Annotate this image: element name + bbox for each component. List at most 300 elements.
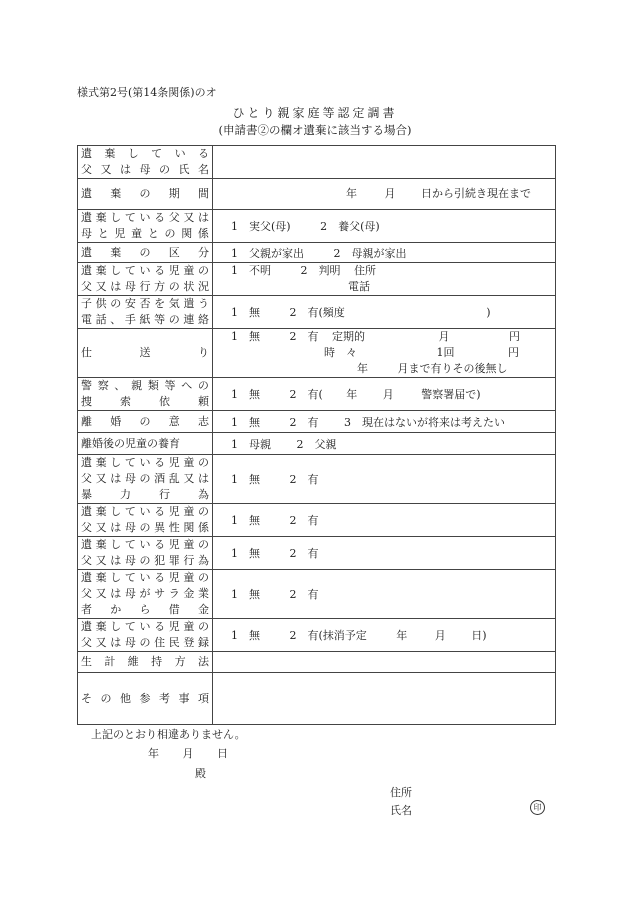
label-char: 期 <box>168 187 180 200</box>
label-char: 児 <box>168 505 180 518</box>
label-char: 又 <box>183 472 195 485</box>
label-text <box>81 455 209 471</box>
month-label: 月 <box>382 388 394 401</box>
label-contact <box>78 296 213 329</box>
label-char: る <box>154 571 166 584</box>
row-category <box>78 243 556 263</box>
label-char: 捜 <box>81 395 92 408</box>
label-char: 遺 <box>81 187 92 200</box>
option-2: 2 母親が家出 <box>333 246 407 260</box>
label-char: 行 <box>183 554 195 567</box>
label-char: 間 <box>198 187 209 200</box>
label-char: 参 <box>139 691 151 705</box>
label-char: 録 <box>198 636 209 649</box>
label-text <box>81 162 209 178</box>
label-char: 分 <box>198 245 209 259</box>
row-custody <box>78 433 556 455</box>
label-char: 父 <box>81 280 92 293</box>
label-char: る <box>154 211 166 224</box>
label-char: 氏 <box>178 163 190 176</box>
applicant-name-label: 氏名 <box>390 804 412 817</box>
once-label: 1回 <box>436 346 455 359</box>
label-char: 又 <box>95 587 107 600</box>
label-char: 児 <box>168 264 180 277</box>
label-char: 又 <box>95 521 107 534</box>
label-char: 犯 <box>154 554 166 567</box>
label-char: 母 <box>139 163 151 176</box>
label-char: る <box>154 264 166 277</box>
label-char: 民 <box>168 636 180 649</box>
label-char: 遺 <box>81 456 92 469</box>
label-char: 遺 <box>81 571 92 584</box>
option-2: 2 父親 <box>296 437 337 451</box>
row-loan <box>78 570 556 619</box>
option-2: 2 養父(母) <box>320 220 380 233</box>
label-char: 暴 <box>81 488 92 501</box>
label-char: 母 <box>124 587 136 600</box>
field-remittance[interactable] <box>213 329 556 378</box>
label-char: 童 <box>183 264 195 277</box>
label-char: 意 <box>168 414 180 428</box>
label-char: の <box>139 472 151 485</box>
label-char: 係 <box>198 521 209 534</box>
label-char: の <box>198 456 209 469</box>
label-char: 父 <box>81 163 92 176</box>
label-char: 父 <box>81 472 92 485</box>
label-char: る <box>154 620 166 633</box>
period-month: 月 <box>384 187 396 200</box>
field-divorce-intent[interactable] <box>213 411 556 433</box>
label-crime <box>78 537 213 570</box>
label-char: 母 <box>124 280 136 293</box>
option-1: 1 無 <box>231 629 260 642</box>
option-1: 1 無 <box>231 388 260 401</box>
label-char: 等 <box>164 379 176 392</box>
label-char: し <box>110 456 122 469</box>
label-category <box>78 243 213 263</box>
label-char: 関 <box>183 521 195 534</box>
label-char: る <box>154 538 166 551</box>
label-char: 婚 <box>110 414 122 428</box>
label-relation <box>78 210 213 243</box>
until-label: 月まで有りその後無し <box>397 362 508 375</box>
label-char: 酒 <box>154 472 166 485</box>
addressee-honorific: 殿 <box>195 767 206 780</box>
label-registry <box>78 619 213 652</box>
form-number: 様式第2号(第14条関係)のオ <box>77 86 217 99</box>
label-text <box>81 504 209 520</box>
month-label: 月 <box>438 330 450 343</box>
label-char: は <box>198 472 209 485</box>
label-char: 児 <box>114 227 126 240</box>
option-1: 1 無 <box>231 415 260 429</box>
row-other-notes <box>78 673 556 725</box>
row-parent-name <box>78 146 556 179</box>
label-char: の <box>110 297 122 310</box>
label-char: 法 <box>197 655 209 668</box>
label-char: 棄 <box>95 211 107 224</box>
label-char: 者 <box>81 603 92 616</box>
label-char: の <box>198 571 209 584</box>
row-divorce-intent <box>78 411 556 433</box>
row-affair <box>78 504 556 537</box>
label-text <box>81 586 209 602</box>
label-char: 父 <box>81 636 92 649</box>
label-text <box>81 537 209 553</box>
field-custody[interactable] <box>213 433 556 455</box>
label-char: 手 <box>124 313 136 326</box>
label-custody <box>78 433 213 455</box>
label-char: 住 <box>154 636 166 649</box>
label-char: 児 <box>168 571 180 584</box>
label-char: は <box>110 472 122 485</box>
label-char: 棄 <box>95 505 107 518</box>
label-char: て <box>124 264 136 277</box>
option-2: 2 有(頻度 <box>289 306 345 319</box>
option-1: 1 無 <box>231 514 260 527</box>
option-2: 2 有(抹消予定 <box>289 629 367 642</box>
label-char: し <box>127 147 139 160</box>
option-2: 2 判明 <box>300 264 341 277</box>
label-char: 電 <box>81 313 92 326</box>
label-char: 他 <box>120 691 131 705</box>
regular-label: 定期的 <box>332 330 365 343</box>
label-char: 等 <box>154 313 166 326</box>
label-char: の <box>139 554 151 567</box>
label-char: 気 <box>168 297 180 310</box>
label-char: い <box>139 505 151 518</box>
label-char: い <box>139 264 151 277</box>
label-char: 又 <box>183 211 195 224</box>
label-char: て <box>124 211 136 224</box>
label-text <box>81 570 209 586</box>
year-label: 年 <box>357 362 368 375</box>
period-year: 年 <box>346 187 357 200</box>
label-char: 力 <box>120 488 131 501</box>
row-contact <box>78 296 556 329</box>
label-char: 棄 <box>95 571 107 584</box>
label-char: し <box>110 620 122 633</box>
field-other-notes[interactable] <box>213 673 556 725</box>
yen-label: 円 <box>508 346 519 359</box>
label-text <box>81 312 209 328</box>
label-char: 否 <box>139 297 151 310</box>
label-char: 維 <box>127 655 139 668</box>
label-char: 金 <box>183 587 195 600</box>
row-search-request <box>78 378 556 411</box>
label-char: 項 <box>198 691 209 705</box>
label-char: 母 <box>81 227 92 240</box>
label-char: の <box>168 280 180 293</box>
label-char: し <box>110 264 122 277</box>
label-char: 父 <box>81 521 92 534</box>
label-char: い <box>174 147 186 160</box>
date-line <box>148 745 228 761</box>
paren-close: ) <box>486 306 491 319</box>
label-text <box>81 487 209 503</box>
label-char: と <box>97 227 109 240</box>
month-label: 月 <box>434 629 446 642</box>
label-char: サ <box>154 587 166 600</box>
label-char: 童 <box>183 456 195 469</box>
label-text <box>81 210 209 226</box>
label-char: の <box>198 538 209 551</box>
label-char: の <box>198 505 209 518</box>
field-affair[interactable] <box>213 504 556 537</box>
label-char: て <box>124 505 136 518</box>
label-char: 棄 <box>95 538 107 551</box>
label-char: へ <box>181 379 193 392</box>
sometimes-label: 時 々 <box>324 346 357 359</box>
label-char: 父 <box>81 587 92 600</box>
label-char: 警 <box>81 379 92 392</box>
label-divorce-intent <box>78 411 213 433</box>
label-char: 親 <box>131 379 143 392</box>
label-parent-name <box>78 146 213 179</box>
label-char: は <box>110 521 122 534</box>
label-char: 罪 <box>168 554 180 567</box>
label-text <box>81 635 209 651</box>
label-char: 登 <box>183 636 195 649</box>
label-text <box>81 378 209 394</box>
label-char: う <box>198 297 209 310</box>
label-char: る <box>154 456 166 469</box>
label-char: 童 <box>183 538 195 551</box>
option-2: 2 有 <box>289 588 319 601</box>
label-char: る <box>197 147 209 160</box>
option-1: 1 無 <box>231 547 260 560</box>
period-tail: 日から引続き現在まで <box>421 187 531 200</box>
date-month-label: 月 <box>182 747 194 760</box>
label-char: て <box>124 538 136 551</box>
label-text <box>81 226 209 242</box>
label-text <box>81 279 209 295</box>
label-char: 方 <box>174 655 186 668</box>
label-loan <box>78 570 213 619</box>
label-char: の <box>197 379 209 392</box>
document-subtitle: (申請書②の欄オ遺棄に該当する場合) <box>218 123 412 137</box>
label-char: 棄 <box>95 264 107 277</box>
label-char: い <box>139 620 151 633</box>
label-char: 童 <box>183 620 195 633</box>
option-2: 2 有 <box>289 514 319 527</box>
label-period <box>78 179 213 210</box>
label-char: 連 <box>183 313 195 326</box>
field-registry[interactable] <box>213 619 556 652</box>
label-text <box>81 520 209 536</box>
label-char: 童 <box>183 571 195 584</box>
label-char: 係 <box>197 227 209 240</box>
document-title: ひとり親家庭等認定調書 <box>232 106 398 120</box>
phone-label: 電話 <box>348 280 370 293</box>
label-char: の <box>139 187 151 200</box>
label-char: ら <box>139 603 151 616</box>
label-char: 棄 <box>95 456 107 469</box>
field-search-request[interactable] <box>213 378 556 411</box>
label-char: 又 <box>100 163 112 176</box>
option-1: 1 不明 <box>231 264 271 277</box>
label-char: 金 <box>198 603 209 616</box>
year-label: 年 <box>396 629 408 642</box>
option-2: 2 有 <box>289 547 319 560</box>
label-char: 生 <box>81 655 92 668</box>
row-crime <box>78 537 556 570</box>
label-char: 母 <box>124 521 136 534</box>
label-char: 持 <box>151 655 163 668</box>
label-char: い <box>139 538 151 551</box>
label-char: 児 <box>168 456 180 469</box>
label-char: 父 <box>81 554 92 567</box>
label-char: と <box>147 227 159 240</box>
field-contact[interactable] <box>213 296 556 329</box>
label-char: 棄 <box>110 245 122 259</box>
label-char: 安 <box>124 297 136 310</box>
label-char: 志 <box>198 414 209 428</box>
label-char: の <box>139 521 151 534</box>
label-char: 索 <box>120 395 131 408</box>
label-char: 性 <box>168 521 180 534</box>
label-affair <box>78 504 213 537</box>
row-period <box>78 179 556 210</box>
seal-stamp-icon: 印 <box>530 800 545 815</box>
confirmation-statement: 上記のとおり相違ありません。 <box>91 728 246 741</box>
label-char: 又 <box>95 280 107 293</box>
label-char: 母 <box>124 472 136 485</box>
field-violence[interactable] <box>213 455 556 504</box>
label-char: 借 <box>168 603 180 616</box>
year-label: 年 <box>346 388 358 401</box>
field-crime[interactable] <box>213 537 556 570</box>
label-char: て <box>124 456 136 469</box>
row-whereabouts <box>78 263 556 296</box>
applicant-address-label: 住所 <box>390 786 412 799</box>
label-text <box>81 394 209 410</box>
label-char: 話 <box>95 313 107 326</box>
label-char: 乱 <box>168 472 180 485</box>
label-char: 児 <box>168 620 180 633</box>
label-char: の <box>100 691 112 705</box>
option-1: 1 無 <box>231 473 260 486</box>
label-char: 行 <box>159 488 170 501</box>
label-char: の <box>168 313 180 326</box>
label-char: 考 <box>159 691 170 705</box>
row-relation <box>78 210 556 243</box>
label-char: 又 <box>95 636 107 649</box>
label-char: 頼 <box>198 395 209 408</box>
label-char: 遺 <box>81 505 92 518</box>
label-char: し <box>110 211 122 224</box>
label-char: 童 <box>131 227 143 240</box>
row-violence <box>78 455 556 504</box>
field-category[interactable] <box>213 243 556 263</box>
label-text <box>81 345 209 361</box>
label-text <box>81 263 209 279</box>
address-label: 住所 <box>354 264 376 277</box>
field-period[interactable] <box>213 179 556 210</box>
label-char: し <box>110 505 122 518</box>
field-parent-name[interactable] <box>213 146 556 179</box>
label-char: て <box>124 571 136 584</box>
label-text <box>81 553 209 569</box>
row-registry <box>78 619 556 652</box>
label-char: い <box>139 211 151 224</box>
label-char: 、 <box>114 379 126 392</box>
option-1: 1 実父(母) <box>231 220 291 233</box>
label-char: 絡 <box>198 313 209 326</box>
label-char: 又 <box>95 554 107 567</box>
label-char: 遺 <box>81 264 92 277</box>
label-char: 遺 <box>81 211 92 224</box>
label-char: 方 <box>154 280 166 293</box>
label-char: い <box>139 456 151 469</box>
label-text <box>81 186 209 202</box>
field-livelihood[interactable] <box>213 652 556 673</box>
label-char: し <box>110 538 122 551</box>
label-char: 遺 <box>81 147 92 160</box>
label-char: 又 <box>95 472 107 485</box>
day-label: 日) <box>471 629 487 642</box>
label-char: 子 <box>81 297 92 310</box>
label-text <box>81 691 209 707</box>
label-char: 事 <box>178 691 190 705</box>
label-char: 供 <box>95 297 107 310</box>
label-char: 業 <box>198 587 209 600</box>
label-char: 状 <box>183 280 195 293</box>
label-char: が <box>139 587 151 600</box>
label-char: 異 <box>154 521 166 534</box>
label-char: 為 <box>198 554 209 567</box>
label-char: 況 <box>198 280 209 293</box>
label-char: 仕 <box>81 346 92 359</box>
option-1: 1 無 <box>231 588 260 601</box>
row-livelihood <box>78 652 556 673</box>
label-text <box>81 245 209 261</box>
label-text <box>81 471 209 487</box>
label-char: 遣 <box>183 297 195 310</box>
field-whereabouts[interactable] <box>213 263 556 296</box>
label-char: 遺 <box>81 620 92 633</box>
label-char: は <box>110 636 122 649</box>
label-char: 童 <box>183 505 195 518</box>
label-other-notes <box>78 673 213 725</box>
label-char: の <box>198 620 209 633</box>
label-char: そ <box>81 691 92 705</box>
label-char: の <box>159 163 170 176</box>
field-loan[interactable] <box>213 570 556 619</box>
option-2: 2 有( <box>289 388 323 401</box>
label-char: の <box>139 414 151 428</box>
label-char: 、 <box>110 313 122 326</box>
label-text <box>81 146 209 162</box>
label-char: は <box>120 163 131 176</box>
label-char: 計 <box>104 655 116 668</box>
label-char: は <box>198 211 209 224</box>
label-text <box>81 619 209 635</box>
field-relation[interactable] <box>213 210 556 243</box>
option-2: 2 有 <box>289 330 319 343</box>
label-char: 棄 <box>104 147 116 160</box>
option-2: 2 有 <box>289 415 319 429</box>
label-char: を <box>154 297 166 310</box>
label-char: る <box>154 505 166 518</box>
label-char: 母 <box>124 554 136 567</box>
label-text <box>81 414 209 430</box>
label-char: 棄 <box>95 620 107 633</box>
label-text <box>81 602 209 618</box>
label-char: て <box>151 147 163 160</box>
label-char: し <box>110 571 122 584</box>
label-char: 為 <box>198 488 209 501</box>
